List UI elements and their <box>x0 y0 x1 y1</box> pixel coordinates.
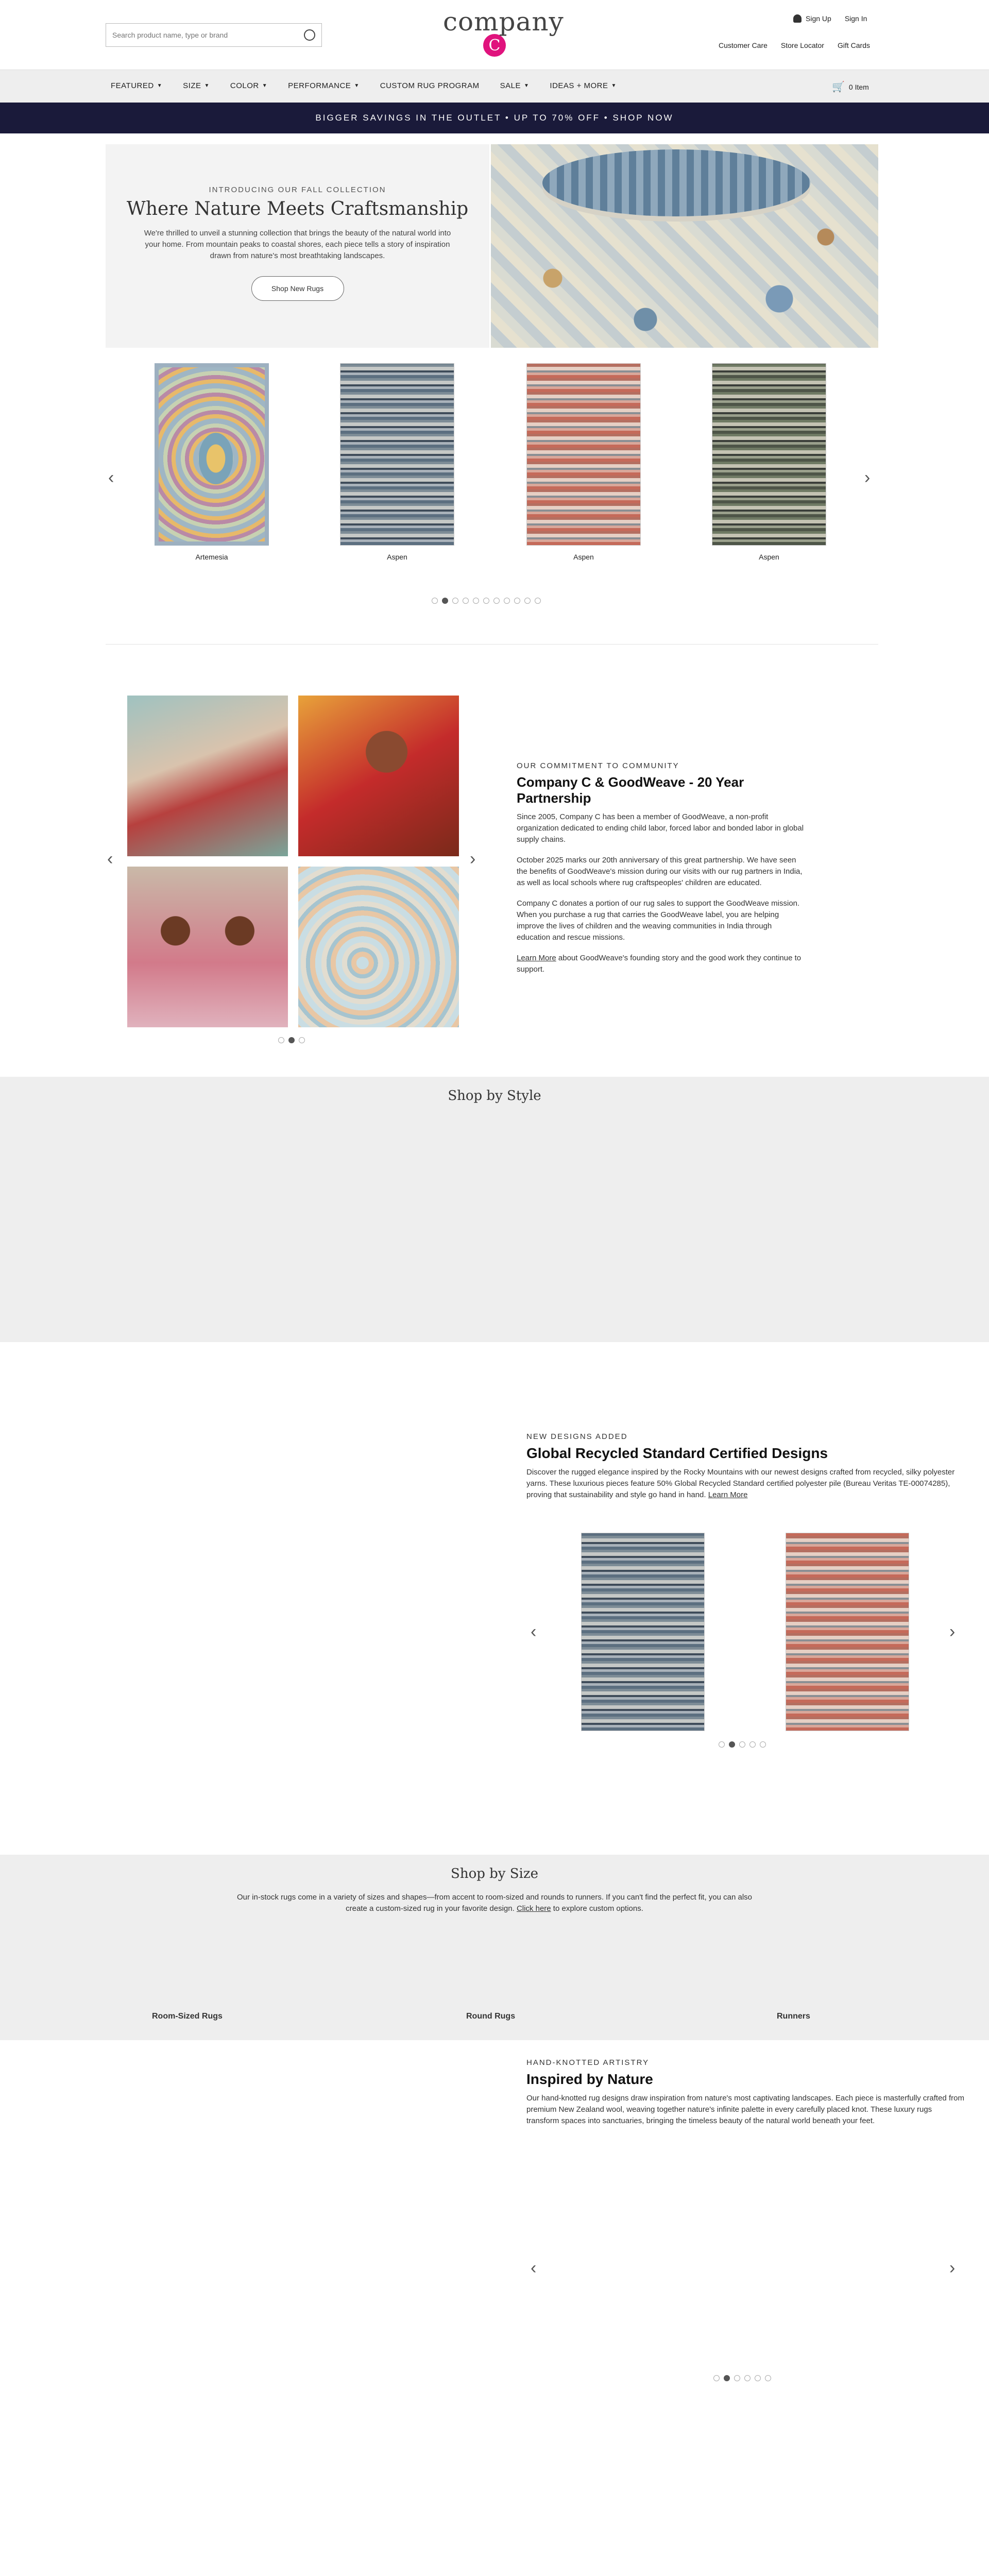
nav-ideas[interactable]: IDEAS + MORE ▼ <box>550 81 617 90</box>
chevron-left-icon: ‹ <box>108 468 114 487</box>
artistry-next[interactable] <box>949 2259 955 2277</box>
custom-options-link[interactable]: Click here <box>516 1904 551 1913</box>
carousel-dot[interactable] <box>493 598 500 604</box>
customer-care-link[interactable]: Customer Care <box>719 41 768 49</box>
chevron-right-icon: › <box>949 1622 956 1641</box>
carousel-dot[interactable] <box>765 2375 771 2381</box>
main-nav <box>0 70 989 103</box>
carousel-dot[interactable] <box>739 1741 745 1748</box>
product-card[interactable] <box>155 363 269 561</box>
gift-cards-link[interactable]: Gift Cards <box>837 41 870 49</box>
community-title: Company C & GoodWeave - 20 Year Partnership <box>517 774 744 806</box>
product-card[interactable] <box>340 363 454 561</box>
product-image[interactable] <box>526 363 641 546</box>
shop-style-title: Shop by Style <box>448 1088 541 1104</box>
utility-links <box>719 41 870 49</box>
hero-panel <box>106 144 489 348</box>
artistry-body: Our hand-knotted rug designs draw inspiration from nature's most captivating landscapes. Each piece is masterfully crafted from premium New Zealand wool, weaving together nature's infinite palette in every carefully placed knot. These luxury rugs transform spaces into sanctuaries, bringing the timeless beauty of the natural world beneath your feet. <box>526 2094 964 2125</box>
chevron-left-icon: ‹ <box>531 1622 537 1641</box>
carousel-dot[interactable] <box>452 598 458 604</box>
carousel-dot[interactable] <box>463 598 469 604</box>
cart-icon: 🛒 <box>832 81 845 93</box>
product-image[interactable] <box>712 363 826 546</box>
header <box>0 0 989 70</box>
chevron-down-icon: ▼ <box>611 83 617 89</box>
carousel-dot[interactable] <box>278 1037 284 1043</box>
carousel-dot[interactable] <box>760 1741 766 1748</box>
chevron-left-icon: ‹ <box>531 2258 537 2278</box>
shop-size-title: Shop by Size <box>451 1866 538 1882</box>
community-next[interactable] <box>470 850 475 868</box>
nav-featured[interactable]: FEATURED ▼ <box>111 81 163 90</box>
sign-in-link[interactable]: Sign In <box>844 14 867 23</box>
carousel-dot[interactable] <box>483 598 489 604</box>
product-name[interactable]: Aspen <box>759 553 779 561</box>
nav-custom-rug[interactable]: CUSTOM RUG PROGRAM <box>380 81 480 90</box>
nav-performance[interactable]: PERFORMANCE ▼ <box>288 81 360 90</box>
artistry-text <box>526 2058 964 2127</box>
community-dots[interactable] <box>278 1037 305 1043</box>
account-links <box>793 14 867 23</box>
community-prev[interactable] <box>107 850 113 868</box>
chevron-down-icon: ▼ <box>354 83 360 89</box>
community-eyebrow: OUR COMMITMENT TO COMMUNITY <box>517 761 679 770</box>
artistry-eyebrow: HAND-KNOTTED ARTISTRY <box>526 2058 650 2067</box>
recycled-next[interactable] <box>949 1623 955 1640</box>
community-p1: Since 2005, Company C has been a member of GoodWeave, a non-profit organization dedicated to ending child labor, forced labor and bonded labor in global supply chains. <box>517 812 804 844</box>
recycled-eyebrow: NEW DESIGNS ADDED <box>526 1432 628 1441</box>
promo-text: BIGGER SAVINGS IN THE OUTLET • UP TO 70% OFF • SHOP NOW <box>315 113 674 123</box>
community-photo <box>298 867 459 1027</box>
product-name[interactable]: Aspen <box>573 553 594 561</box>
product-image[interactable] <box>155 363 269 546</box>
cart-count: 0 Item <box>848 82 869 91</box>
logo-text: company <box>443 7 564 37</box>
carousel-dot[interactable] <box>535 598 541 604</box>
hero-body: We're thrilled to unveil a stunning collection that brings the beauty of the natural world into your home. From mountain peaks to coastal shores, each piece tells a story of inspiration drawn from nature's most breathtaking landscapes. <box>144 229 451 260</box>
product-card[interactable] <box>712 363 826 561</box>
search-box[interactable] <box>106 23 322 47</box>
size-room-sized[interactable]: Room-Sized Rugs <box>152 2012 223 2021</box>
artistry-title: Inspired by Nature <box>526 2071 653 2087</box>
search-input[interactable] <box>112 31 304 39</box>
learn-more-link[interactable]: Learn More <box>517 954 556 962</box>
carousel-dot[interactable] <box>299 1037 305 1043</box>
size-round[interactable]: Round Rugs <box>466 2012 516 2021</box>
logo-badge: C <box>483 34 506 57</box>
cart[interactable] <box>832 80 869 93</box>
user-icon[interactable] <box>793 14 802 23</box>
recycled-text <box>526 1432 964 1501</box>
recycled-prev[interactable] <box>531 1623 536 1640</box>
chevron-right-icon: › <box>864 468 871 487</box>
carousel-dot[interactable] <box>744 2375 751 2381</box>
community-p4: Learn More about GoodWeave's founding story and the good work they continue to support. <box>517 954 802 974</box>
chevron-down-icon: ▼ <box>157 83 163 89</box>
community-photo <box>127 696 288 856</box>
artistry-dots[interactable] <box>713 2375 771 2381</box>
carousel-dot[interactable] <box>729 1741 735 1748</box>
sign-up-link[interactable]: Sign Up <box>806 14 831 23</box>
store-locator-link[interactable]: Store Locator <box>780 41 824 49</box>
community-text <box>517 761 805 975</box>
carousel-dot[interactable] <box>719 1741 725 1748</box>
carousel-dot[interactable] <box>504 598 510 604</box>
carousel-prev[interactable] <box>108 469 114 486</box>
carousel-dot[interactable] <box>755 2375 761 2381</box>
carousel-dot[interactable] <box>432 598 438 604</box>
artistry-prev[interactable] <box>531 2259 536 2277</box>
shop-by-style <box>0 1077 989 1342</box>
product-card[interactable] <box>526 363 641 561</box>
promo-bar[interactable] <box>0 103 989 133</box>
nav-color[interactable]: COLOR ▼ <box>230 81 268 90</box>
ottoman-shape <box>542 149 810 216</box>
recycled-body: Discover the rugged elegance inspired by the Rocky Mountains with our newest designs crafted from recycled, silky polyester yarns. These luxurious pieces feature 50% Global Recycled Standard certified polyester pile (Bureau Veritas TE-00074285), proving that sustainability and style go hand in hand. Learn More <box>526 1468 955 1499</box>
hero-title: Where Nature Meets Craftsmanship <box>126 198 469 219</box>
chevron-right-icon: › <box>470 849 476 869</box>
hero-eyebrow: INTRODUCING OUR FALL COLLECTION <box>209 185 386 194</box>
hero-image <box>491 144 878 348</box>
product-name[interactable]: Artemesia <box>195 553 228 561</box>
chevron-left-icon: ‹ <box>107 849 113 869</box>
product-name[interactable]: Aspen <box>387 553 407 561</box>
shop-new-rugs-button[interactable]: Shop New Rugs <box>251 276 344 301</box>
carousel-dot[interactable] <box>524 598 531 604</box>
community-photo <box>127 867 288 1027</box>
nav-size[interactable]: SIZE ▼ <box>183 81 210 90</box>
community-p2: October 2025 marks our 20th anniversary of this great partnership. We have seen the benefits of GoodWeave's mission during our visits with our rug partners in India, as well as local schools where rug craftspeoples' children are educated. <box>517 856 803 887</box>
recycled-rug-image[interactable] <box>581 1533 705 1731</box>
carousel-dot[interactable] <box>724 2375 730 2381</box>
product-image[interactable] <box>340 363 454 546</box>
carousel-dot[interactable] <box>734 2375 740 2381</box>
recycled-dots[interactable] <box>719 1741 766 1748</box>
recycled-rug-image[interactable] <box>786 1533 909 1731</box>
carousel-dot[interactable] <box>473 598 479 604</box>
size-runners[interactable]: Runners <box>777 2012 810 2021</box>
chevron-right-icon: › <box>949 2258 956 2278</box>
recycled-title: Global Recycled Standard Certified Designs <box>526 1445 828 1461</box>
carousel-dot[interactable] <box>514 598 520 604</box>
carousel-dot[interactable] <box>442 598 448 604</box>
carousel-dot[interactable] <box>288 1037 295 1043</box>
community-photo <box>298 696 459 856</box>
carousel-dot[interactable] <box>749 1741 756 1748</box>
shop-size-body: Our in-stock rugs come in a variety of sizes and shapes—from accent to room-sized and rounds to runners. If you can't find the perfect fit, you can also create a custom-sized rug in your favorite design. Click here to explore custom options. <box>237 1893 753 1913</box>
learn-more-link[interactable]: Learn More <box>708 1490 748 1499</box>
shop-by-size <box>0 1855 989 2040</box>
chevron-down-icon: ▼ <box>262 83 268 89</box>
logo[interactable] <box>443 7 564 59</box>
carousel-dots[interactable] <box>432 598 541 604</box>
chevron-down-icon: ▼ <box>204 83 210 89</box>
carousel-next[interactable] <box>864 469 870 486</box>
section-divider <box>106 644 878 645</box>
chevron-down-icon: ▼ <box>524 83 530 89</box>
nav-sale[interactable]: SALE ▼ <box>500 81 530 90</box>
carousel-dot[interactable] <box>713 2375 720 2381</box>
community-p3: Company C donates a portion of our rug sales to support the GoodWeave mission. When you purchase a rug that carries the GoodWeave label, you are helping improve the lives of children and the weaving communities in India through education and rescue missions. <box>517 899 800 942</box>
search-icon[interactable] <box>304 29 315 41</box>
